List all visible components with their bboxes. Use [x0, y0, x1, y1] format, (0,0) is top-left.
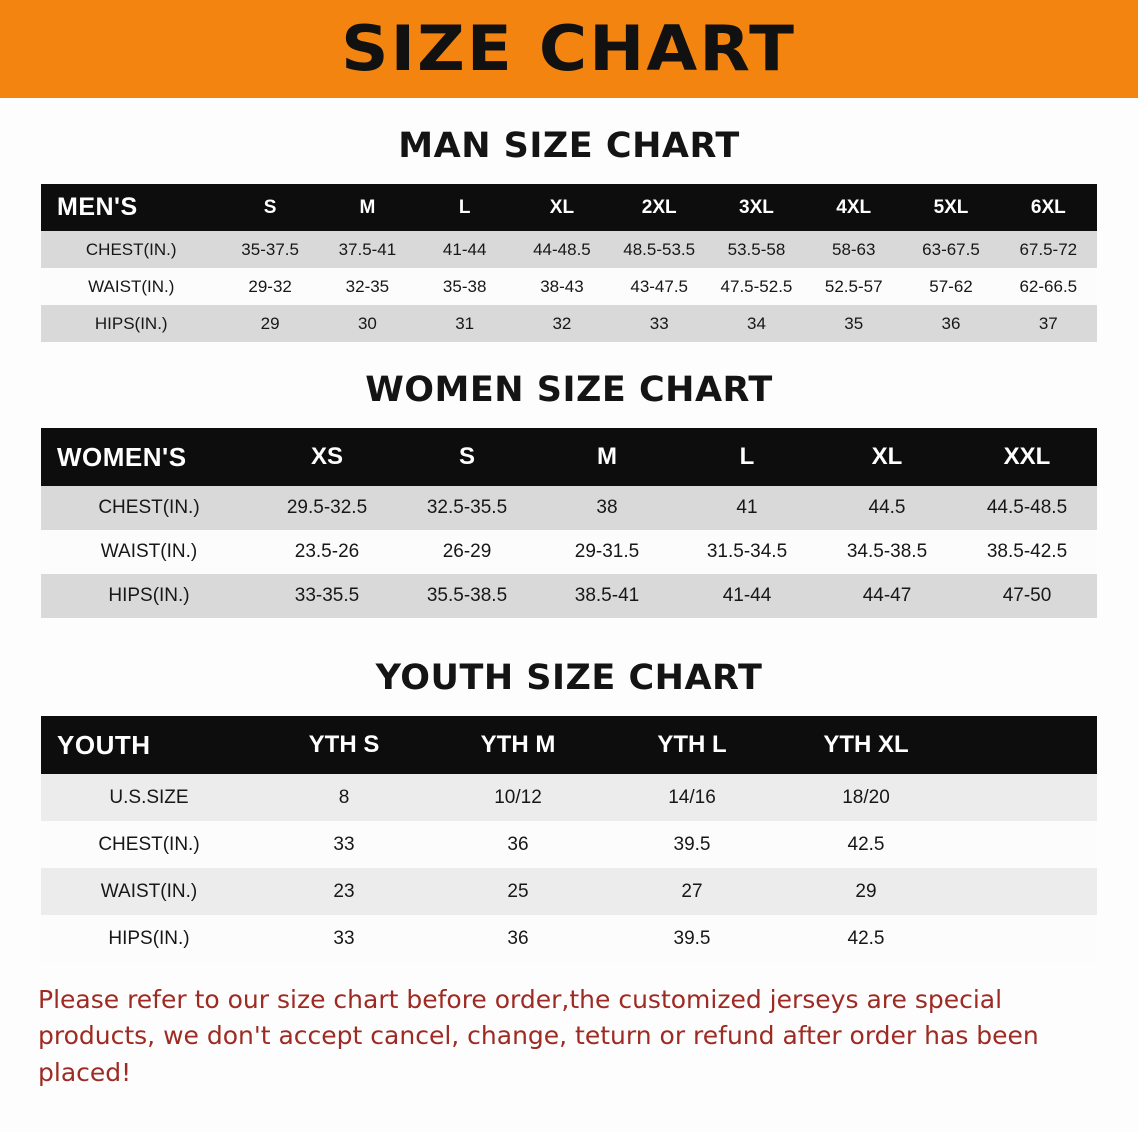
men-col-xl: XL [513, 184, 610, 231]
women-chest-l: 41 [677, 486, 817, 530]
men-chest-4xl: 58-63 [805, 231, 902, 268]
men-chest-5xl: 63-67.5 [902, 231, 999, 268]
youth-col-l: YTH L [605, 716, 779, 774]
men-chest-3xl: 53.5-58 [708, 231, 805, 268]
men-hips-5xl: 36 [902, 305, 999, 342]
men-waist-3xl: 47.5-52.5 [708, 268, 805, 305]
man-section-heading: MAN SIZE CHART [398, 126, 740, 166]
disclaimer-note: Please refer to our size chart before order,the customized jerseys are special products, we don't accept cancel, change, teturn or refund after order has been placed! [38, 985, 1039, 1087]
page-title: SIZE CHART [341, 12, 797, 85]
men-waist-xl: 38-43 [513, 268, 610, 305]
men-col-m: M [319, 184, 416, 231]
youth-hips-s: 33 [257, 915, 431, 962]
youth-col-s: YTH S [257, 716, 431, 774]
page-banner [0, 0, 1138, 98]
youth-ussize-s: 8 [257, 774, 431, 821]
women-col-l: L [677, 428, 817, 486]
youth-chest-filler [953, 821, 1097, 868]
men-col-l: L [416, 184, 513, 231]
men-chest-6xl: 67.5-72 [1000, 231, 1097, 268]
women-chest-xl: 44.5 [817, 486, 957, 530]
table-row [41, 868, 1097, 915]
men-row-label-hips: HIPS(IN.) [41, 305, 222, 342]
women-chest-s: 32.5-35.5 [397, 486, 537, 530]
men-waist-l: 35-38 [416, 268, 513, 305]
table-header-row [41, 716, 1097, 774]
women-hips-xl: 44-47 [817, 574, 957, 618]
youth-row-label-waist: WAIST(IN.) [41, 868, 257, 915]
youth-row-label-ussize: U.S.SIZE [41, 774, 257, 821]
men-col-3xl: 3XL [708, 184, 805, 231]
men-waist-s: 29-32 [222, 268, 319, 305]
women-waist-m: 29-31.5 [537, 530, 677, 574]
men-col-4xl: 4XL [805, 184, 902, 231]
youth-size-table [41, 716, 1097, 962]
women-hips-m: 38.5-41 [537, 574, 677, 618]
women-waist-xl: 34.5-38.5 [817, 530, 957, 574]
women-hips-l: 41-44 [677, 574, 817, 618]
women-chest-xxl: 44.5-48.5 [957, 486, 1097, 530]
women-row-label-waist: WAIST(IN.) [41, 530, 257, 574]
women-hips-xs: 33-35.5 [257, 574, 397, 618]
women-waist-l: 31.5-34.5 [677, 530, 817, 574]
women-hips-xxl: 47-50 [957, 574, 1097, 618]
women-waist-xs: 23.5-26 [257, 530, 397, 574]
youth-waist-s: 23 [257, 868, 431, 915]
table-row [41, 305, 1097, 342]
women-chest-xs: 29.5-32.5 [257, 486, 397, 530]
youth-waist-l: 27 [605, 868, 779, 915]
women-waist-s: 26-29 [397, 530, 537, 574]
table-header-row [41, 428, 1097, 486]
youth-waist-xl: 29 [779, 868, 953, 915]
men-hips-3xl: 34 [708, 305, 805, 342]
women-chest-m: 38 [537, 486, 677, 530]
table-row [41, 530, 1097, 574]
women-waist-xxl: 38.5-42.5 [957, 530, 1097, 574]
youth-row-label-hips: HIPS(IN.) [41, 915, 257, 962]
youth-col-m: YTH M [431, 716, 605, 774]
table-row [41, 774, 1097, 821]
women-col-xs: XS [257, 428, 397, 486]
men-hips-6xl: 37 [1000, 305, 1097, 342]
youth-ussize-l: 14/16 [605, 774, 779, 821]
youth-col-filler [953, 716, 1097, 774]
youth-ussize-xl: 18/20 [779, 774, 953, 821]
men-waist-5xl: 57-62 [902, 268, 999, 305]
table-row [41, 574, 1097, 618]
men-hips-l: 31 [416, 305, 513, 342]
youth-chest-s: 33 [257, 821, 431, 868]
women-col-xxl: XXL [957, 428, 1097, 486]
youth-col-xl: YTH XL [779, 716, 953, 774]
men-waist-m: 32-35 [319, 268, 416, 305]
table-row [41, 821, 1097, 868]
youth-hips-l: 39.5 [605, 915, 779, 962]
men-hips-2xl: 33 [611, 305, 708, 342]
women-hips-s: 35.5-38.5 [397, 574, 537, 618]
youth-chest-xl: 42.5 [779, 821, 953, 868]
men-chest-m: 37.5-41 [319, 231, 416, 268]
men-col-6xl: 6XL [1000, 184, 1097, 231]
women-col-s: S [397, 428, 537, 486]
youth-chest-m: 36 [431, 821, 605, 868]
youth-hips-xl: 42.5 [779, 915, 953, 962]
youth-ussize-filler [953, 774, 1097, 821]
youth-waist-m: 25 [431, 868, 605, 915]
men-col-s: S [222, 184, 319, 231]
table-row [41, 915, 1097, 962]
men-hips-m: 30 [319, 305, 416, 342]
men-waist-2xl: 43-47.5 [611, 268, 708, 305]
men-hips-s: 29 [222, 305, 319, 342]
men-waist-6xl: 62-66.5 [1000, 268, 1097, 305]
women-corner-label: WOMEN'S [41, 428, 257, 486]
youth-waist-filler [953, 868, 1097, 915]
youth-section-heading: YOUTH SIZE CHART [375, 658, 763, 698]
men-row-label-chest: CHEST(IN.) [41, 231, 222, 268]
women-row-label-chest: CHEST(IN.) [41, 486, 257, 530]
men-chest-2xl: 48.5-53.5 [611, 231, 708, 268]
youth-ussize-m: 10/12 [431, 774, 605, 821]
youth-hips-m: 36 [431, 915, 605, 962]
table-row [41, 268, 1097, 305]
youth-chest-l: 39.5 [605, 821, 779, 868]
men-chest-xl: 44-48.5 [513, 231, 610, 268]
men-corner-label: MEN'S [41, 184, 222, 231]
youth-row-label-chest: CHEST(IN.) [41, 821, 257, 868]
women-row-label-hips: HIPS(IN.) [41, 574, 257, 618]
youth-corner-label: YOUTH [41, 716, 257, 774]
men-waist-4xl: 52.5-57 [805, 268, 902, 305]
women-section-heading: WOMEN SIZE CHART [365, 370, 773, 410]
women-col-m: M [537, 428, 677, 486]
men-chest-l: 41-44 [416, 231, 513, 268]
men-chest-s: 35-37.5 [222, 231, 319, 268]
men-size-table [41, 184, 1097, 342]
women-size-table [41, 428, 1097, 618]
men-hips-xl: 32 [513, 305, 610, 342]
women-col-xl: XL [817, 428, 957, 486]
table-row [41, 231, 1097, 268]
men-row-label-waist: WAIST(IN.) [41, 268, 222, 305]
men-col-2xl: 2XL [611, 184, 708, 231]
table-header-row [41, 184, 1097, 231]
men-col-5xl: 5XL [902, 184, 999, 231]
men-hips-4xl: 35 [805, 305, 902, 342]
youth-hips-filler [953, 915, 1097, 962]
table-row [41, 486, 1097, 530]
